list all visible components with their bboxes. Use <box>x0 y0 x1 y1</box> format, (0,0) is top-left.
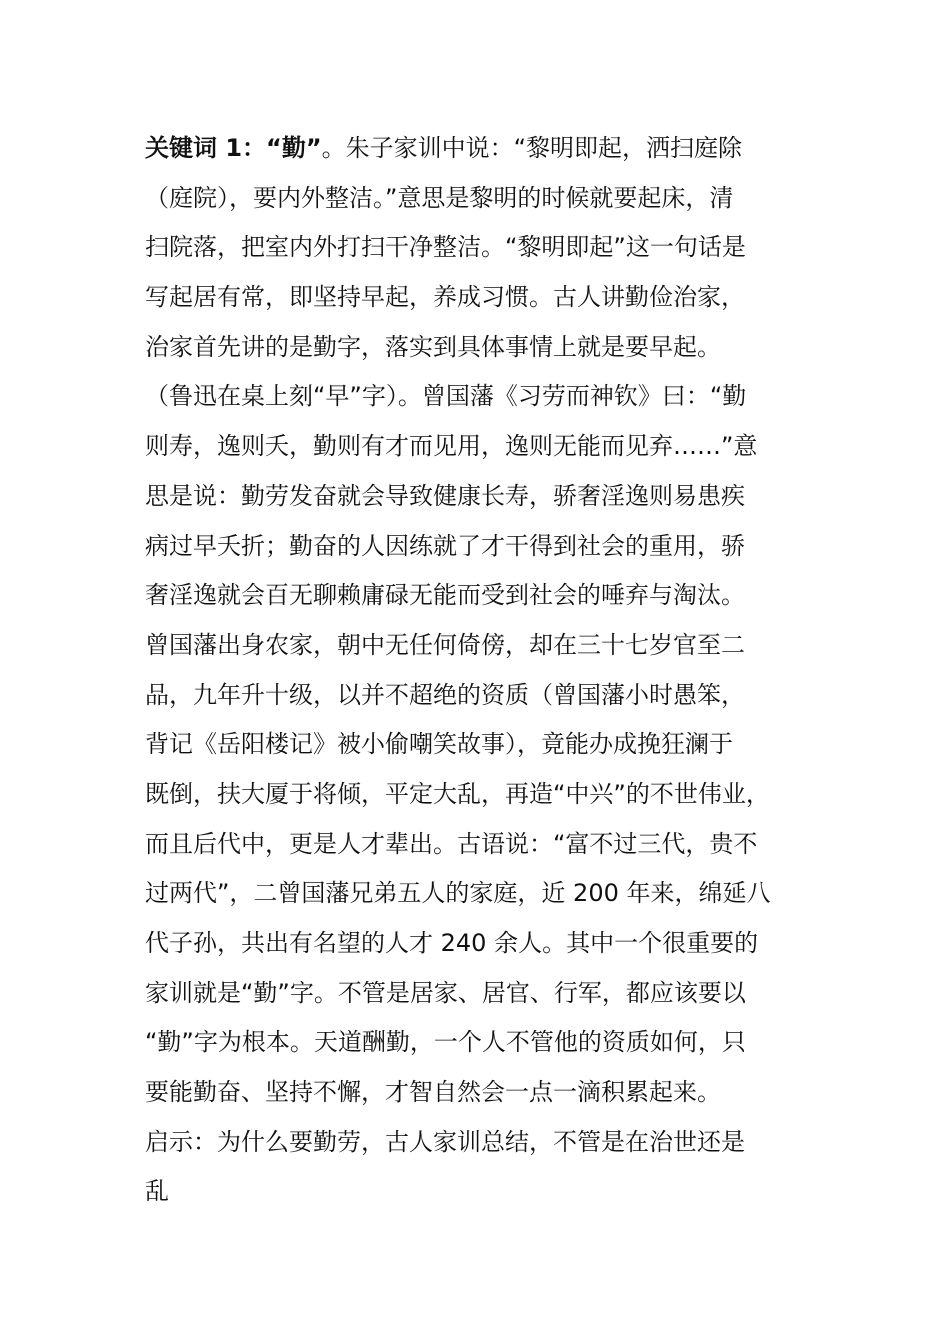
text-line-8: 思是说：勤劳发奋就会导致健康长寿，骄奢淫逸则易患疾 <box>145 481 745 510</box>
keyword-heading: 关键词 1：“勤” <box>145 134 322 162</box>
text-line-18: 家训就是“勤”字。不管是居家、居官、行军，都应该要以 <box>145 978 746 1007</box>
text-line-10: 奢淫逸就会百无聊赖庸碌无能而受到社会的唾弃与淘汰。 <box>145 581 745 610</box>
text-line-11: 曾国藩出身农家，朝中无任何倚傍，却在三十七岁官至二 <box>145 630 745 659</box>
text-line-17: 代子孙，共出有名望的人才 240 余人。其中一个很重要的 <box>145 929 759 957</box>
text-line-21: 启示：为什么要勤劳，古人家训总结，不管是在治世还是 <box>145 1127 745 1156</box>
text-line-14: 既倒，扶大厦于将倾，平定大乱，再造“中兴”的不世伟业， <box>145 779 770 808</box>
text-line-12: 品，九年升十级，以并不超绝的资质（曾国藩小时愚笨， <box>145 680 745 709</box>
text-line-7: 则寿，逸则夭，勤则有才而见用，逸则无能而见弃……”意 <box>145 432 758 461</box>
text-line-5: 治家首先讲的是勤字，落实到具体事情上就是要早起。 <box>145 332 721 361</box>
text-line-2: （庭院），要内外整洁。”意思是黎明的时候就要起床，清 <box>145 183 734 212</box>
text-line-9: 病过早夭折；勤奋的人因练就了才干得到社会的重用，骄 <box>145 531 745 560</box>
text-line-19: “勤”字为根本。天道酬勤，一个人不管他的资质如何，只 <box>145 1028 746 1057</box>
text-line-6: （鲁迅在桌上刻“早”字）。曾国藩《习劳而神钦》曰：“勤 <box>145 382 747 411</box>
text-line-4: 写起居有常，即坚持早起，养成习惯。古人讲勤俭治家， <box>145 283 745 312</box>
text-line-13: 背记《岳阳楼记》被小偷嘲笑故事），竟能办成挽狂澜于 <box>145 730 733 759</box>
text-line-22: 乱 <box>145 1177 169 1206</box>
line-text: 。朱子家训中说：“黎明即起，洒扫庭除 <box>321 134 743 162</box>
text-line-1 <box>145 124 845 174</box>
text-line-3: 扫院落，把室内外打扫干净整洁。“黎明即起”这一句话是 <box>145 233 746 262</box>
body-text <box>145 124 845 1217</box>
text-line-16: 过两代”，二曾国藩兄弟五人的家庭，近 200 年来，绵延八 <box>145 879 771 908</box>
text-line-15: 而且后代中，更是人才辈出。古语说：“富不过三代，贵不 <box>145 829 758 858</box>
text-line-20: 要能勤奋、坚持不懈，才智自然会一点一滴积累起来。 <box>145 1078 721 1107</box>
